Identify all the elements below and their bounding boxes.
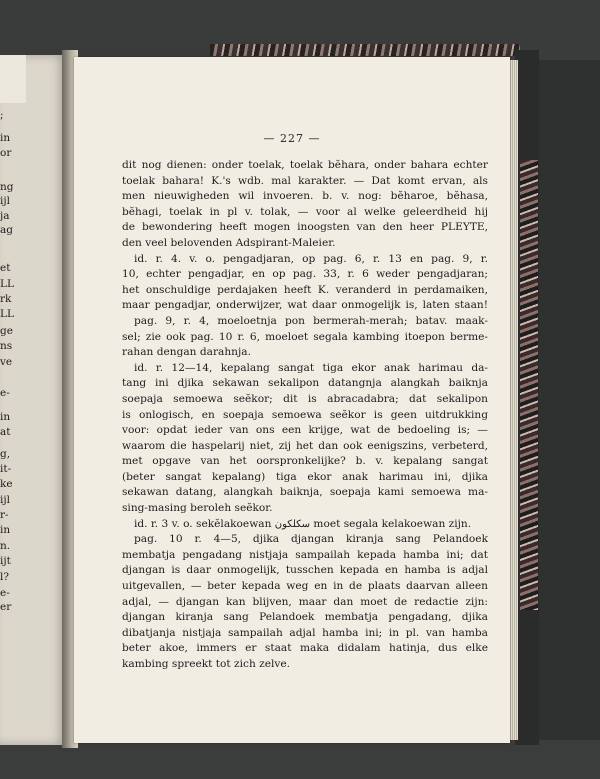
text-line: sekawan datang, alangkah baiknja, soepaja kami semoewa ma- (122, 486, 488, 499)
left-page-fragment: in (0, 132, 11, 144)
text-line: men nieuwigheden wil invoeren. b. v. nog: bĕharoe, bĕhasa, (122, 190, 488, 203)
left-page-fragment: LL (0, 308, 14, 320)
text-line: beter akoe, immers er staat maka didalam hatinja, dus elke (122, 642, 488, 655)
left-page-fragment: or (0, 147, 12, 159)
left-page (0, 55, 66, 745)
text-line: kambing spreekt tot zich zelve. (122, 658, 290, 670)
text-line: (beter sangat kepalang) tiga ekor anak harimau ini, djika (122, 470, 488, 483)
text-line: is onlogisch, en soepaja semoewa seĕkor is geen uitdrukking (122, 408, 488, 421)
marbled-cover-top (210, 44, 520, 56)
text-line: soepaja semoewa seĕkor; dit is abracadabra; dat sekalipon (122, 392, 488, 405)
text-line: voor: opdat ieder van ons een krijge, wat de bedoeling is; — (122, 424, 488, 437)
text-line: uitgevallen, — beter kepada weg en in de plaats daarvan alleen (122, 580, 488, 593)
text-line: id. r. 12—14, kepalang sangat tiga ekor anak harimau da- (134, 361, 488, 374)
left-page-fragment: e- (0, 587, 10, 599)
left-page-fragment: r- (0, 509, 9, 521)
text-line: djangan kiranja sang Pelandoek membatja pengadang, djika (122, 611, 488, 624)
text-line: djangan is daar onmogelijk, tusschen kepada en hamba is adjal (122, 564, 488, 577)
page-number: — 227 — (263, 132, 321, 145)
marbled-cover-side (520, 160, 538, 610)
left-page-fragment: ge (0, 325, 13, 337)
text-line (122, 517, 488, 533)
background-bottom (0, 740, 600, 779)
left-page-fragment: n. (0, 540, 11, 552)
page-body (122, 158, 488, 673)
text-line: met opgave van het oorspronkelijke? b. v. kepalang sangat (122, 455, 488, 468)
left-page-fragment: ijl (0, 195, 10, 207)
left-page-fragment: ke (0, 478, 13, 490)
text-line: sel; zie ook pag. 10 r. 6, moeloet segala kambing itoepon berme- (122, 330, 488, 343)
text-line: bĕhagi, toelak in pl v. tolak, — voor al welke geleerdheid hij (122, 205, 488, 218)
left-page-fragment: rk (0, 293, 12, 305)
text-line: pag. 9, r. 4, moeloetnja pon bermerah-merah; batav. maak- (134, 314, 488, 327)
left-page-fragment: ag (0, 224, 13, 236)
left-page-fragment: l? (0, 571, 9, 583)
text-line: rahan dengan darahnja. (122, 346, 251, 359)
text-line: het onschuldige perdajaken heeft K. veranderd in perdamaiken, (122, 283, 488, 296)
left-page-fragment: ijl (0, 494, 10, 506)
left-page-fragment: it- (0, 463, 12, 475)
left-page-fragment: LL (0, 278, 14, 290)
text-fragment: id. r. 3 v. o. sekĕlakoewan (134, 517, 272, 530)
left-page-fragment: ng (0, 181, 14, 193)
text-fragment: moet segala kelakoewan zijn. (313, 517, 472, 530)
left-page-fragment: et (0, 262, 11, 274)
left-page-corner (0, 55, 26, 103)
left-page-fragment: e- (0, 387, 10, 399)
text-line: membatja pengadang nistjaja sampailah kepada hamba ini; dat (122, 548, 488, 561)
text-line: de bewondering heeft mogen inoogsten van den heer PLEYTE, (122, 221, 488, 234)
left-page-fragment: ns (0, 340, 13, 352)
text-line: sing-masing beroleh seĕkor. (122, 502, 273, 515)
text-line: dibatjanja nistjaja sampailah adjal hamba ini; in pl. van hamba (122, 626, 488, 639)
left-page-fragment: ijt (0, 555, 11, 567)
left-page-fragment: at (0, 426, 11, 438)
text-line: maar pengadjar, onderwijzer, wat daar onmogelijk is, laten staan! (122, 299, 488, 312)
text-line: den veel belovenden Adspirant-Maleier. (122, 236, 336, 249)
text-line: dit nog dienen: onder toelak, toelak bĕhara, onder bahara echter (122, 159, 488, 171)
left-page-fragment: ja (0, 210, 10, 222)
text-line: id. r. 4. v. o. pengadjaran, op pag. 6, r. 13 en pag. 9, r. (134, 252, 488, 265)
text-line: waarom die haspelarij niet, zij het dan ook eenigszins, verbeterd, (122, 439, 488, 452)
text-line: tang ini djika sekawan sekalipon datangnja alangkah baiknja (122, 377, 488, 390)
left-page-fragment: er (0, 601, 12, 613)
arabic-word: ﺳﻜﻠﻜﻮﻥ (274, 518, 311, 530)
left-page-fragment: in (0, 524, 11, 536)
text-line: pag. 10 r. 4—5, djika djangan kiranja sang Pelandoek (134, 533, 488, 546)
text-line: toelak bahara! K.'s wdb. mal karakter. — Dat komt ervan, als (122, 174, 488, 187)
text-line: 10, echter pengadjar, en op pag. 33, r. 6 weder pengadjaran; (122, 268, 488, 281)
left-page-fragment: ve (0, 356, 13, 368)
left-page-fragment: in (0, 411, 11, 423)
left-page-fragment: ; (0, 109, 4, 121)
text-line: adjal, — djangan kan blijven, maar dan moet de redactie zijn: (122, 595, 488, 608)
left-page-fragment: g, (0, 448, 11, 460)
